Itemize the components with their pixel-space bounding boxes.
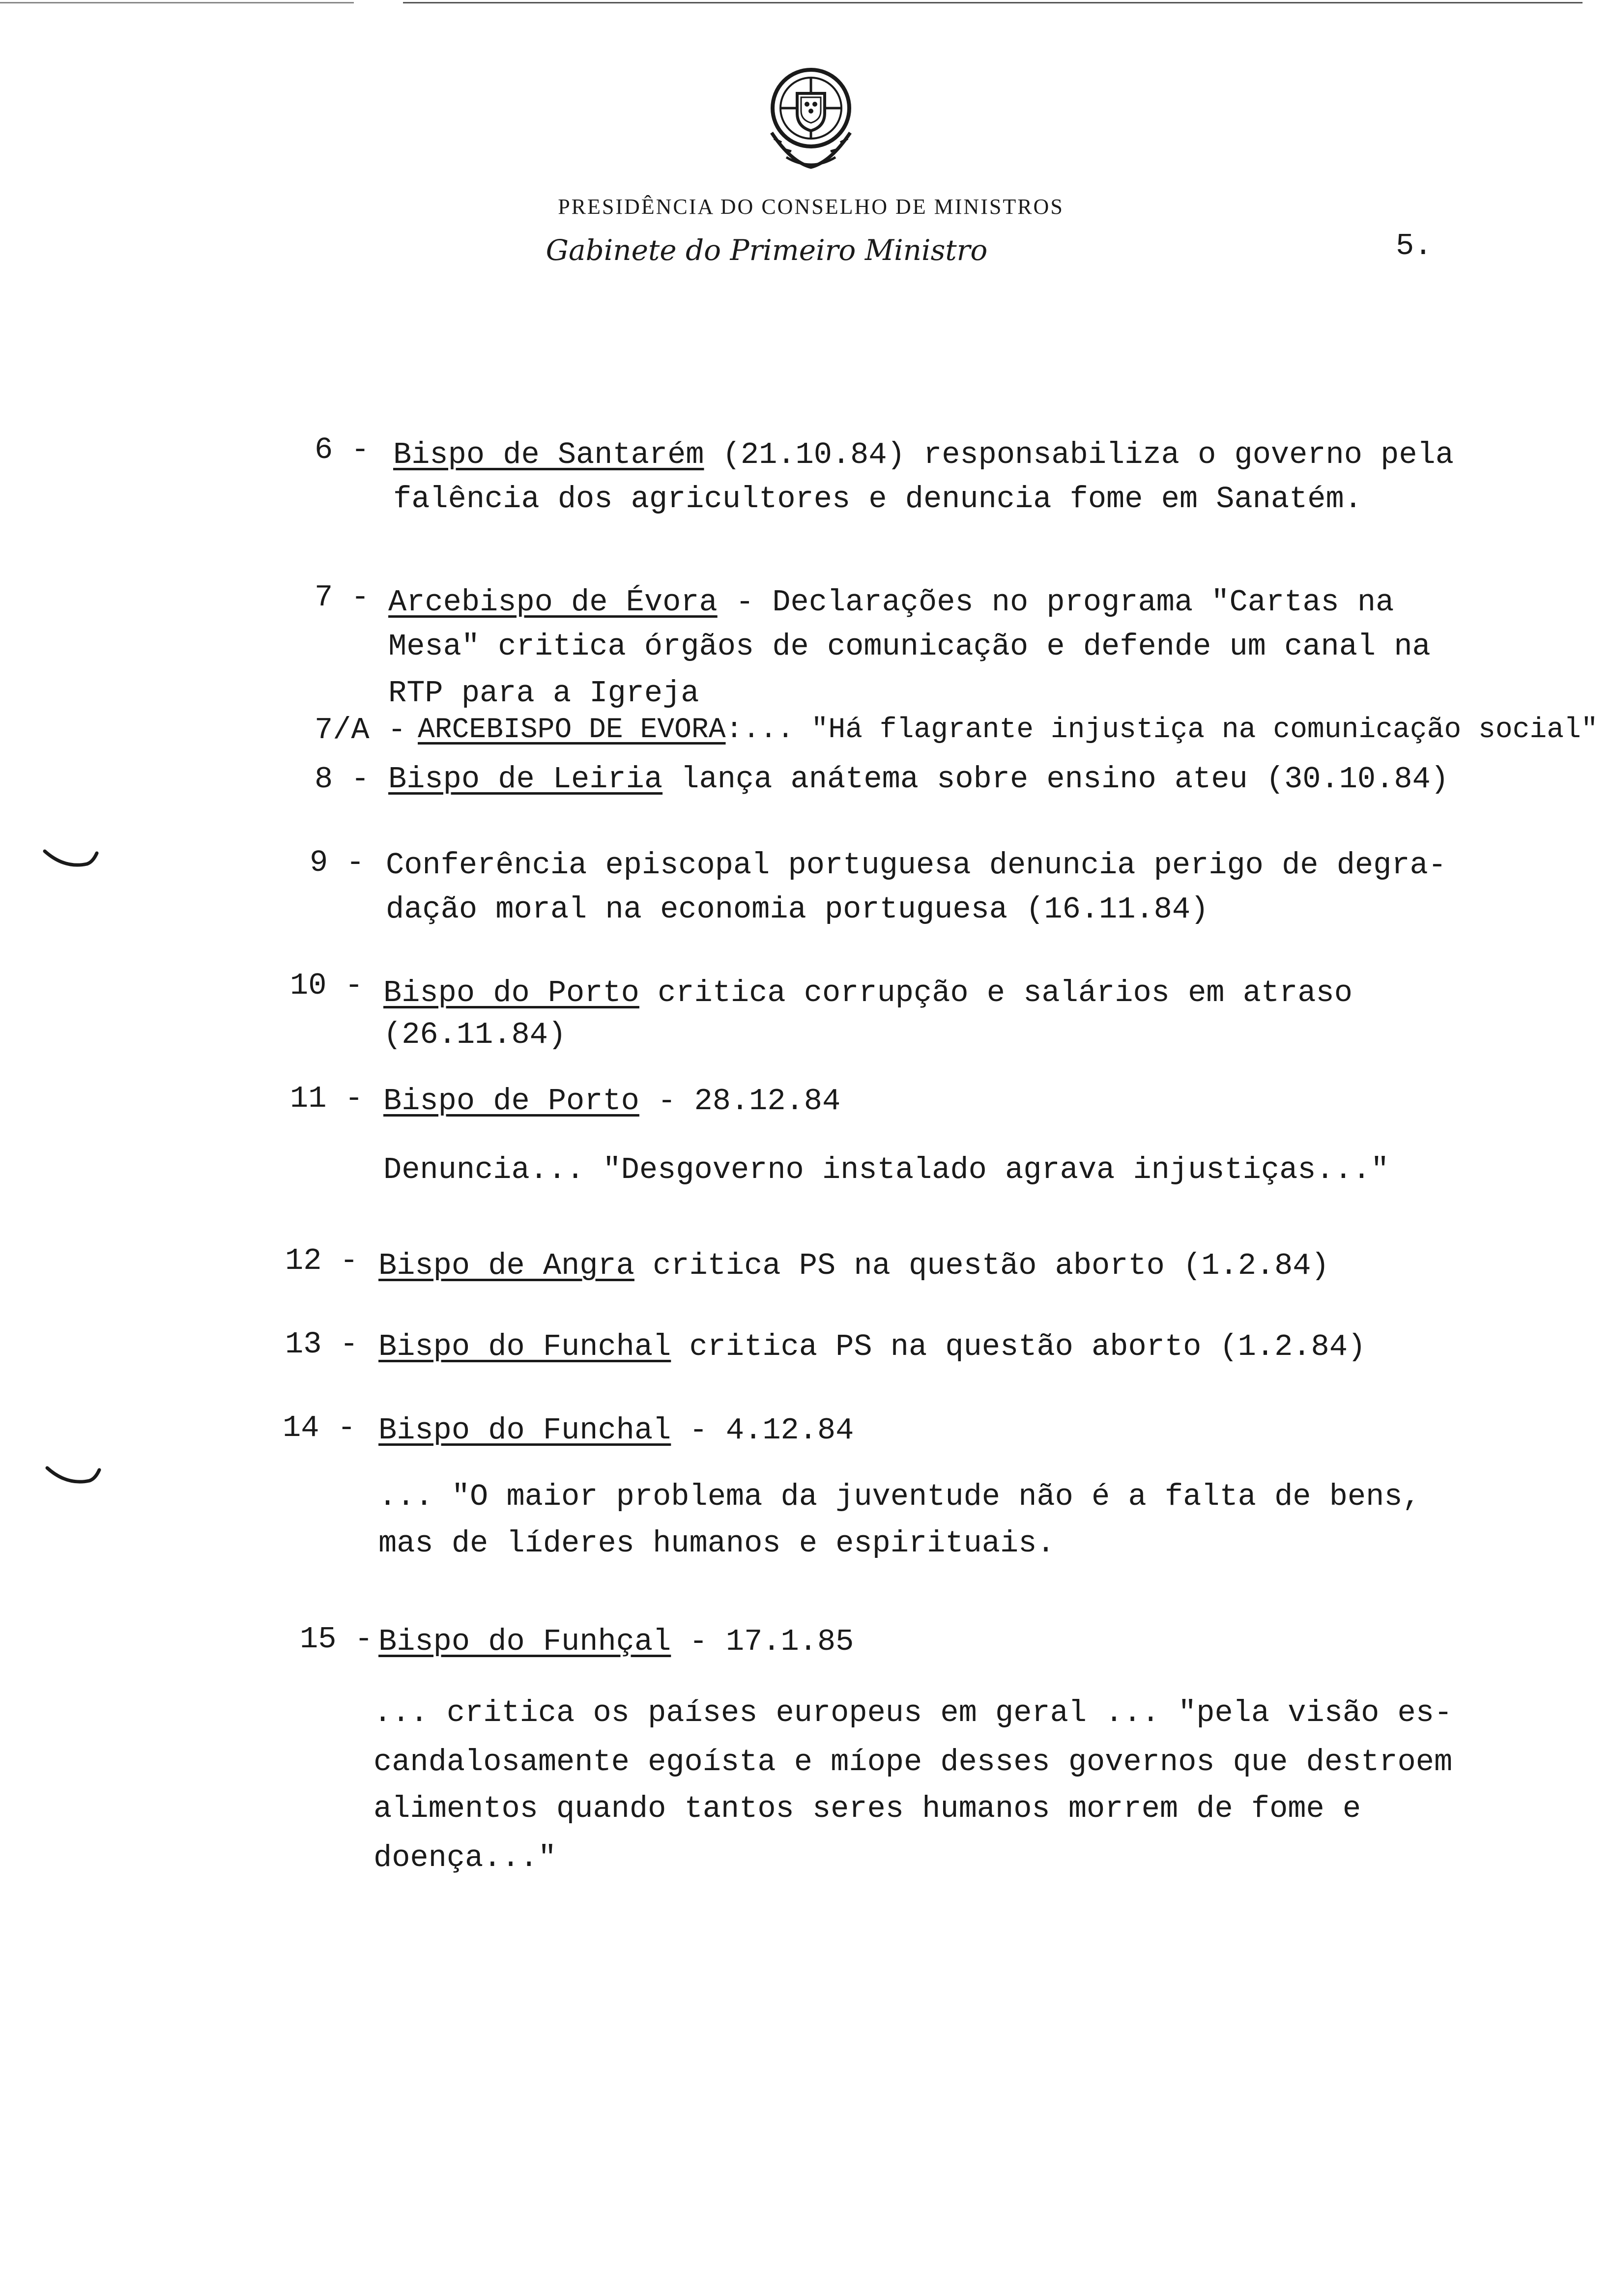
entry-subject: Bispo do Funchal — [378, 1413, 671, 1448]
entry-continuation: doença..." — [374, 1840, 557, 1875]
portuguese-coat-of-arms-icon — [752, 59, 870, 177]
entry-first-line — [418, 708, 1598, 753]
entry-number: 8 - — [315, 762, 370, 797]
entry-continuation: alimentos quando tantos seres humanos morrem de fome e — [374, 1791, 1361, 1826]
entry-text: critica PS na questão aborto (1.2.84) — [634, 1248, 1329, 1283]
entry-number: 7/A - — [315, 713, 406, 747]
entry-subject: Bispo de Porto — [383, 1084, 639, 1119]
entry-continuation: mas de líderes humanos e espirituais. — [378, 1526, 1055, 1561]
entry-continuation: RTP para a Igreja — [388, 676, 699, 711]
entry-text: - 28.12.84 — [639, 1084, 841, 1119]
entry-first-line — [378, 1619, 854, 1665]
entry-number: 13 - — [285, 1327, 358, 1362]
entry-continuation: falência dos agricultores e denuncia fome em Sanatém. — [393, 482, 1362, 517]
entry-subject: Bispo de Leiria — [388, 762, 663, 797]
entry-number: 6 - — [315, 432, 370, 467]
entry-subject: Bispo do Porto — [383, 976, 639, 1010]
entry-subject: Arcebispo de Évora — [388, 585, 718, 620]
entry-continuation: Denuncia... "Desgoverno instalado agrava injustiças..." — [383, 1152, 1389, 1187]
institution-heading: PRESIDÊNCIA DO CONSELHO DE MINISTROS — [558, 195, 1064, 219]
entry-number: 14 - — [283, 1410, 356, 1445]
entry-first-line — [393, 432, 1454, 478]
entry-text: (21.10.84) responsabiliza o governo pela — [704, 437, 1454, 472]
entry-text: :... "Há flagrante injustiça na comunicação social" — [725, 714, 1598, 746]
entry-first-line — [383, 1079, 840, 1124]
entry-subject: Bispo de Angra — [378, 1248, 634, 1283]
office-subheading: Gabinete do Primeiro Ministro — [546, 233, 988, 267]
entry-first-line — [378, 1324, 1366, 1370]
entry-first-line: Conferência episcopal portuguesa denuncia perigo de degra- — [386, 848, 1446, 883]
entry-first-line — [378, 1243, 1329, 1289]
entry-number: 15 - — [300, 1622, 373, 1657]
entry-continuation: (26.11.84) — [383, 1017, 567, 1052]
entry-subject: Bispo de Santarém — [393, 437, 704, 472]
entry-number: 12 - — [285, 1243, 358, 1278]
scan-top-border-left — [0, 2, 354, 3]
check-mark-icon — [42, 845, 101, 875]
entry-first-line — [388, 580, 1394, 625]
entry-subject: Bispo do Funchal — [378, 1329, 671, 1364]
entry-number: 7 - — [315, 580, 370, 615]
entry-first-line — [383, 971, 1353, 1016]
entry-subject: ARCEBISPO DE EVORA — [418, 714, 726, 746]
entry-continuation: candalosamente egoísta e míope desses governos que destroem — [374, 1745, 1453, 1779]
entry-subject: Bispo do Funhçal — [378, 1624, 671, 1659]
entry-continuation: ... critica os países europeus em geral ... "pela visão es- — [374, 1695, 1453, 1730]
entry-number: 10 - — [290, 968, 363, 1003]
entry-text: critica corrupção e salários em atraso — [639, 976, 1353, 1010]
entry-text: lança anátema sobre ensino ateu (30.10.84) — [662, 762, 1449, 797]
entry-continuation: dação moral na economia portuguesa (16.11.84) — [386, 892, 1209, 927]
entry-continuation: Mesa" critica órgãos de comunicação e defende um canal na — [388, 629, 1431, 664]
check-mark-icon — [44, 1462, 103, 1492]
entry-first-line — [388, 757, 1449, 802]
page-number: 5. — [1396, 229, 1433, 263]
entry-text: - Declarações no programa "Cartas na — [717, 585, 1394, 620]
entry-text: critica PS na questão aborto (1.2.84) — [671, 1329, 1366, 1364]
entry-first-line — [378, 1408, 854, 1453]
entry-text: - 17.1.85 — [671, 1624, 854, 1659]
entry-number: 11 - — [290, 1081, 363, 1116]
entry-continuation: ... "O maior problema da juventude não é a falta de bens, — [378, 1479, 1421, 1514]
entry-text: - 4.12.84 — [671, 1413, 854, 1448]
scan-top-border — [403, 2, 1583, 3]
entry-number: 9 - — [310, 845, 365, 880]
